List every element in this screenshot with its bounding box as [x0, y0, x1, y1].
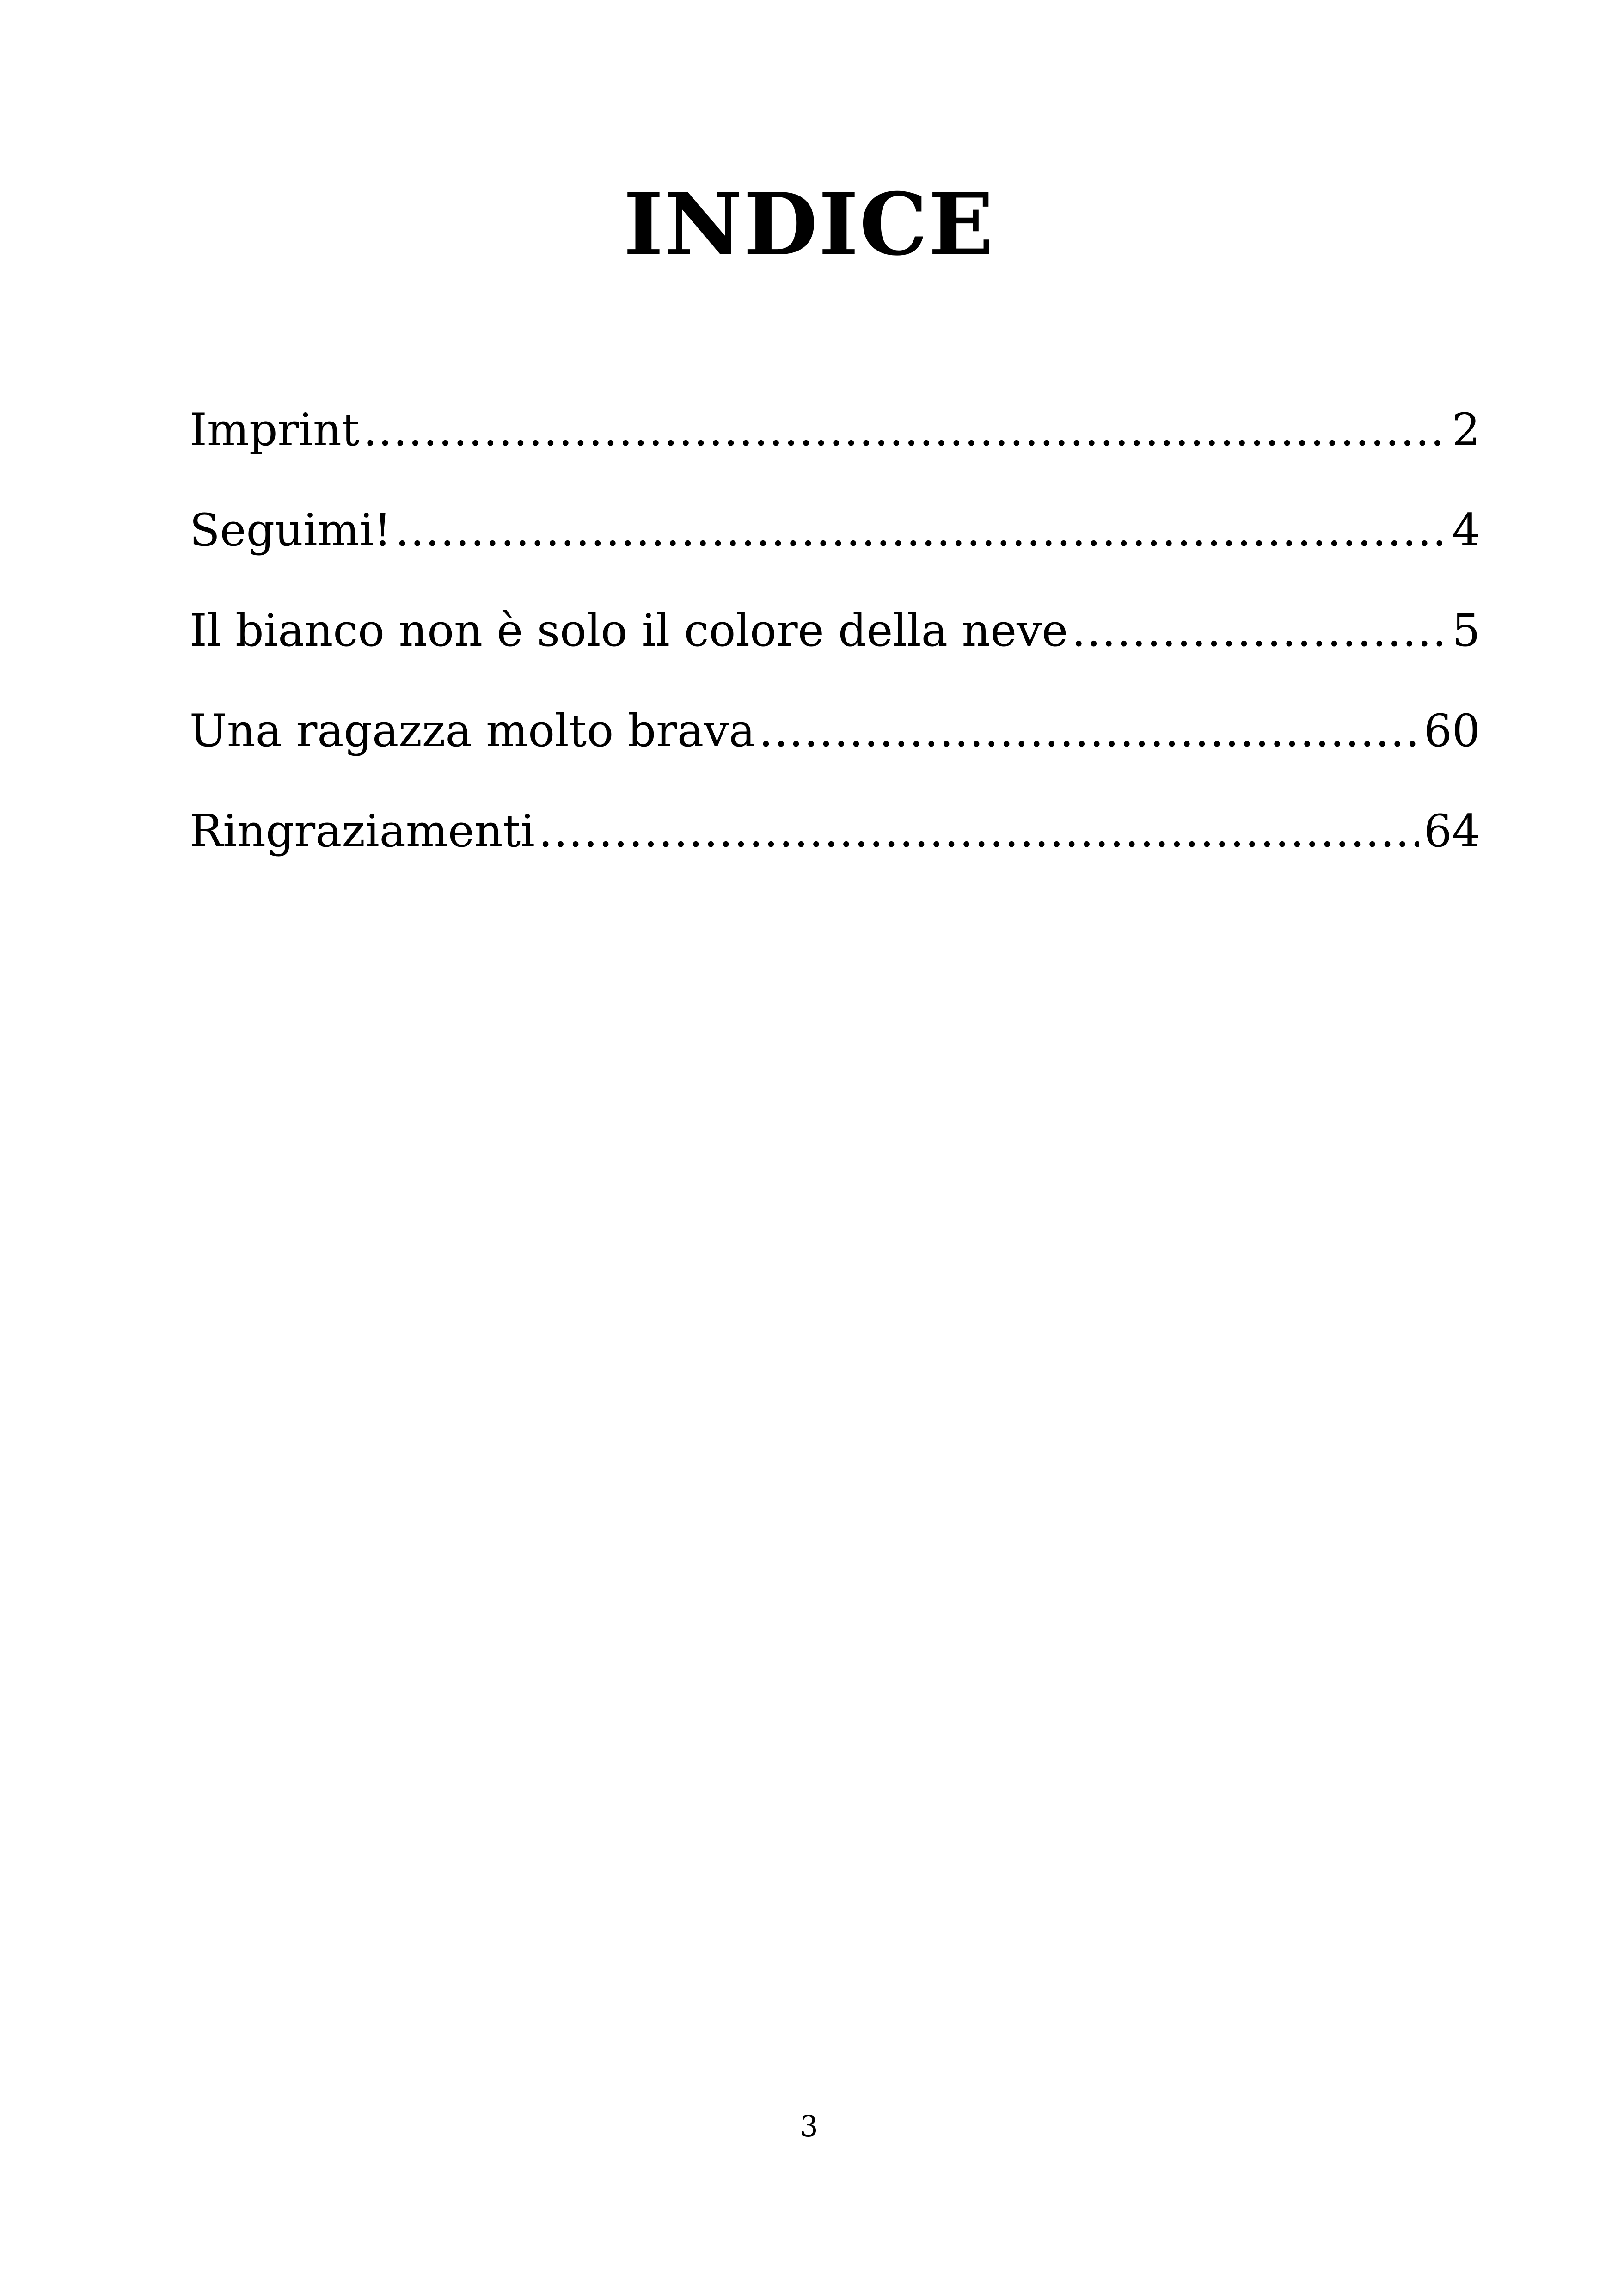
toc-entry-page: 4: [1452, 504, 1480, 556]
toc-entry-seguimi[interactable]: [190, 498, 1480, 598]
toc-entry-title: Imprint: [190, 404, 360, 456]
dot-leader: [395, 498, 1447, 563]
toc-entry-una-ragazza[interactable]: [190, 698, 1480, 799]
toc-entry-il-bianco[interactable]: [190, 598, 1480, 698]
toc-entry-page: 2: [1452, 404, 1480, 456]
toc-entry-imprint[interactable]: [190, 398, 1480, 498]
toc-entry-title: Il bianco non è solo il colore della neve: [190, 605, 1068, 656]
toc-entry-title: Ringraziamenti: [190, 805, 535, 857]
toc-entry-title: Seguimi!: [190, 504, 392, 556]
dot-leader: [759, 698, 1419, 763]
dot-leader: [539, 799, 1419, 863]
dot-leader: [363, 398, 1447, 462]
page-number: 3: [800, 2109, 818, 2143]
toc-entry-page: 60: [1423, 705, 1480, 757]
toc-entry-ringraziamenti[interactable]: [190, 799, 1480, 899]
page-title: INDICE: [623, 174, 995, 275]
table-of-contents: [190, 398, 1480, 899]
toc-entry-page: 5: [1452, 605, 1480, 656]
toc-entry-page: 64: [1423, 805, 1480, 857]
toc-entry-title: Una ragazza molto brava: [190, 705, 755, 757]
dot-leader: [1072, 598, 1447, 663]
